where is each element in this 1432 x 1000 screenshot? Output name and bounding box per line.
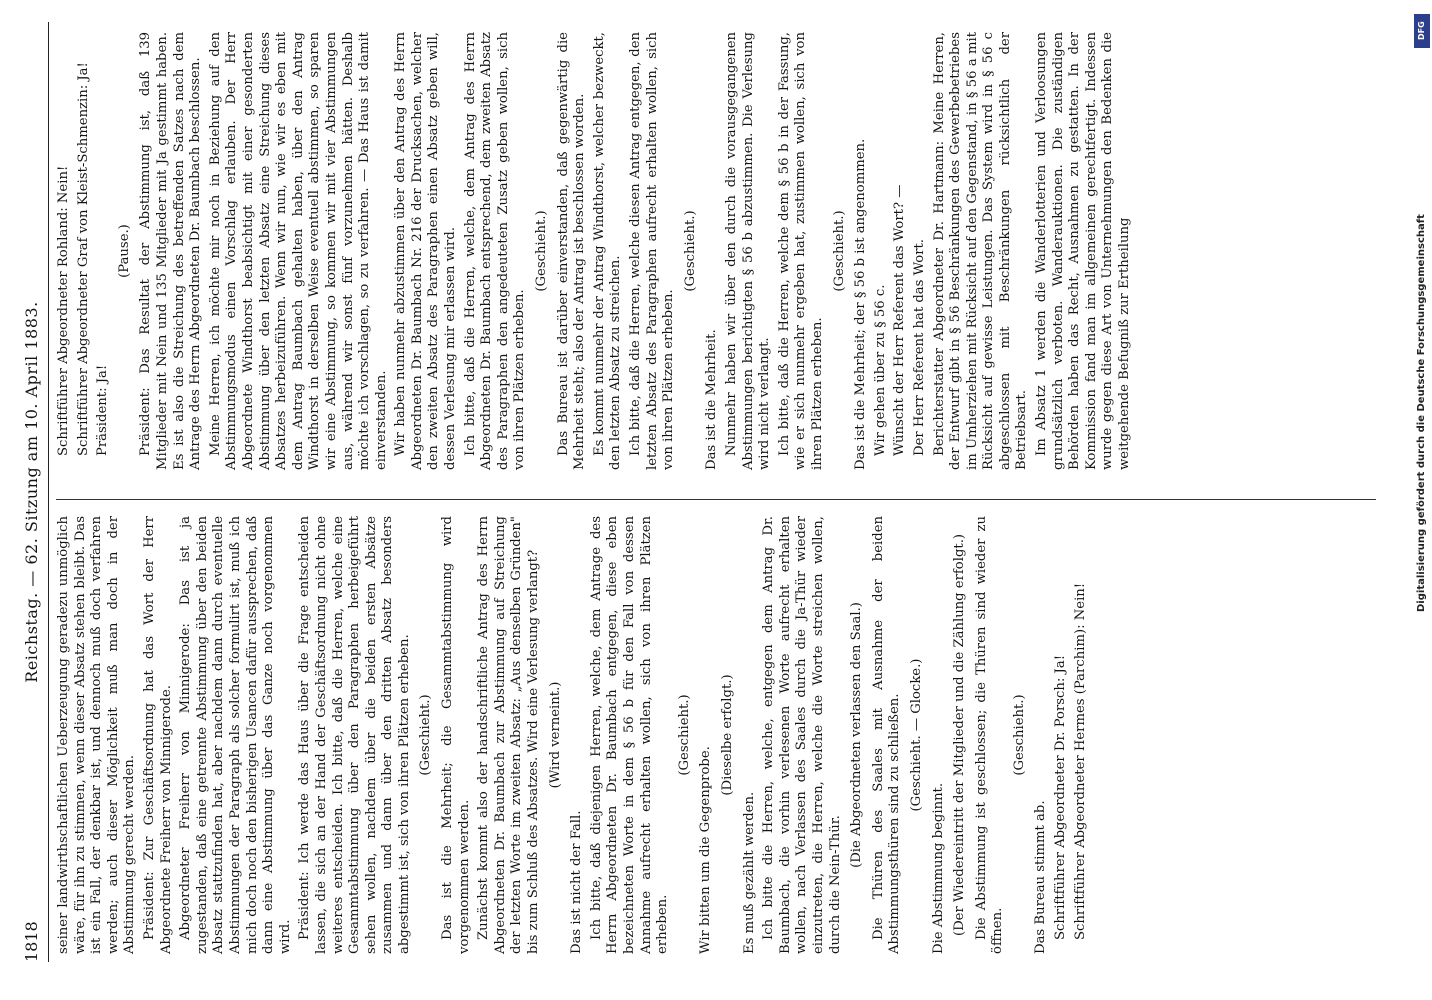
paragraph: Nunmehr haben wir über den durch die vorausgegangenen Abstimmungen berichtigten § 56 b abzustimmen. Die Verlesung wird nicht verlangt. — [723, 32, 773, 470]
paragraph: (Der Wiedereintritt der Mitglieder und die Zählung erfolgt.) — [952, 533, 968, 937]
paragraph: Schriftführer Abgeordneter Dr. Porsch: Ja! — [1053, 654, 1069, 940]
paragraph: (Geschieht.) — [682, 210, 698, 292]
paragraph: (Geschieht.) — [831, 210, 847, 292]
paragraph: (Dieselbe erfolgt.) — [719, 674, 735, 796]
left-column — [56, 516, 1386, 954]
funding-sidebar — [1412, 8, 1432, 998]
paragraph: Das ist die Mehrheit. — [704, 329, 720, 470]
page-title: Reichstag. — 62. Sitzung am 10. April 1883. — [22, 301, 41, 683]
paragraph: Die Abstimmung beginnt. — [930, 782, 946, 954]
paragraph: Schriftführer Abgeordneter Hermes (Parchim): Nein! — [1072, 582, 1088, 940]
paragraph: Das Bureau ist darüber einverstanden, daß gegenwärtig die Mehrheit steht; also der Antrag ist beschlossen worden. — [555, 32, 588, 470]
paragraph: Präsident: Das Resultat der Abstimmung ist, daß 139 Mitglieder mit Nein und 135 Mitglieder mit Ja gestimmt haben. Es ist also die Streichung des betreffenden Satzes nach dem Antrage des Herrn Abgeordneten Dr. Baumbach beschlossen. — [138, 32, 204, 470]
paragraph: (Geschieht.) — [534, 210, 550, 292]
paragraph: Präsident: Zur Geschäftsordnung hat das Wort der Herr Abgeordnete Freiherr von Minnigerode. — [141, 516, 174, 954]
paragraph: Die Abstimmung ist geschlossen; die Thüren sind wieder zu öffnen. — [973, 516, 1006, 954]
paragraph: (Pause.) — [116, 224, 132, 278]
paragraph: (Wird verneint.) — [547, 681, 563, 789]
paragraph: Präsident: Ja! — [95, 364, 111, 456]
paragraph: Es kommt nunmehr der Antrag Windthorst, welcher bezweckt, den letzten Absatz zu streichen. — [591, 32, 624, 470]
paragraph: Abgeordneter Freiherr von Minnigerode: Das ist ja zugestanden, daß eine getrennte Abstimmung über den beiden Absatz stattzufinden hat, aber nachdem dann durch eventuelle Abstimmungen der Paragraph als solcher formulirt ist, muß ich mich doch noch den bisherigen Usancen dafür aussprechen, daß dann eine Abstimmung über das Ganze noch vorgenommen wird. — [178, 516, 293, 954]
paragraph: Wünscht der Herr Referent das Wort? — — [892, 184, 908, 456]
paragraph: (Geschieht.) — [418, 694, 434, 776]
paragraph: (Geschieht. — Glocke.) — [908, 658, 924, 812]
paragraph: (Geschieht.) — [1011, 694, 1027, 776]
paragraph: Meine Herren, ich möchte mir noch in Beziehung auf den Abstimmungsmodus einen Vorschlag erlauben. Der Herr Abgeordnete Windthorst beabsichtigt mit einer gesonderten Abstimmung über den letzten Absatz eine Streichung dieses Absatzes herbeizuführen. Wenn wir nun, wie wir es eben mit dem Antrag Baumbach gehalten haben, über den Antrag Windthorst in derselben Weise eventuell abstimmen, so sparen wir eine Abstimmung, so kommen wir mit vier Abstimmungen aus, während wir sonst fünf vorzunehmen hätten. Deshalb möchte ich vorschlagen, so zu verfahren. — Das Haus ist damit einverstanden. — [207, 32, 389, 470]
paragraph: Es muß gezählt werden. — [741, 791, 757, 954]
dfg-logo: DFG — [1414, 14, 1430, 48]
paragraph: (Die Abgeordneten verlassen den Saal.) — [849, 602, 865, 868]
paragraph: seiner landwirthschaftlichen Ueberzeugung geradezu unmöglich wäre, für ihn zu stimmen, wenn dieser Absatz stehen bleibt. Das ist ein Fall, der denkbar ist, und dennoch muß doch verfahren werden; auch dieser Möglichkeit muß man doch in der Abstimmung gerecht werden. — [56, 516, 138, 954]
paragraph: Wir gehen über zu § 56 c. — [872, 284, 888, 456]
paragraph: Die Thüren des Saales mit Ausnahme der beiden Abstimmungsthüren sind zu schließen. — [870, 516, 903, 954]
paragraph: Das ist die Mehrheit; der § 56 b ist angenommen. — [853, 138, 869, 470]
paragraph: Das ist nicht der Fall. — [569, 810, 585, 954]
paragraph: Ich bitte, daß die Herren, welche diesen Antrag entgegen, den letzten Absatz des Paragraphen aufrecht erhalten wollen, sich von ihren Plätzen erheben. — [628, 32, 677, 470]
paragraph: Wir bitten um die Gegenprobe. — [698, 746, 714, 954]
right-column — [56, 32, 1386, 470]
paragraph: Schriftführer Abgeordneter Graf von Kleist-Schmenzin: Ja! — [75, 62, 91, 456]
paragraph: Ich bitte, daß die Herren, welche, dem Antrag des Herrn Abgeordneten Dr. Baumbach entsprechend, dem zweiten Absatz des Paragraphen den angedeuteten Zusatz geben wollen, sich von ihren Plätzen erheben. — [462, 32, 528, 470]
paragraph: Der Herr Referent hat das Wort. — [911, 239, 927, 456]
paragraph: Ich bitte, daß diejenigen Herren, welche, dem Antrage des Herrn Abgeordneten Dr. Baumbach entgegen, diese eben bezeichneten Worte in dem § 56 b für den Fall von dessen Annahme aufrecht erhalten wollen, sich von ihren Plätzen erheben. — [588, 516, 671, 954]
paragraph: Wir haben nunmehr abzustimmen über den Antrag des Herrn Abgeordneten Dr. Baumbach Nr. 216 der Drucksachen, welcher den zweiten Absatz des Paragraphen einen Absatz geben will, dessen Verlesung mir erlassen wird. — [393, 32, 459, 470]
paragraph: Das ist die Mehrheit; die Gesammtabstimmung wird vorgenommen werden. — [440, 516, 472, 954]
page-number: 1818 — [22, 921, 41, 962]
paragraph: Ich bitte, daß die Herren, welche dem § 56 b in der Fassung, wie er sich nunmehr ergeben hat, zustimmen wollen, sich von ihren Plätzen erheben. — [776, 32, 825, 470]
paragraph: Berichterstatter Abgeordneter Dr. Hartmann: Meine Herren, der Entwurf gibt in § 56 Beschränkungen des Gewerbebetriebes im Umherziehen mit Rücksicht auf den Gegenstand, in § 56 a mit Rücksicht auf gewisse Leistungen. Das System wird in § 56 c abgeschlossen mit Beschränkungen rücksichtlich der Betriebsart. — [931, 32, 1030, 470]
paragraph: Im Absatz 1 werden die Wanderlotterien und Verloosungen grundsätzlich verboten. Wanderauktionen. Die zuständigen Behörden haben das Recht, Ausnahmen zu gestatten. In der Kommission fand man im allgemeinen gerechtfertigt. Indessen wurde gegen diese Art von Unternehmungen den Bedenken die weitgehende Befugniß zur Ertheilung — [1034, 32, 1133, 470]
funding-note: Digitalisierung gefördert durch die Deutsche Forschungsgemeinschaft — [1416, 214, 1427, 612]
paragraph: Schriftführer Abgeordneter Rohland: Nein! — [56, 165, 71, 456]
paragraph: Das Bureau stimmt ab. — [1033, 800, 1049, 954]
paragraph: (Geschieht.) — [676, 694, 692, 776]
paragraph: Zunächst kommt also der handschriftliche Antrag des Herrn Abgeordneten Dr. Baumbach zur Abstimmung auf Streichung der letzten Worte im zweiten Absatz: „Aus denselben Gründen" bis zum Schluß des Absatzes. Wird eine Verlesung verlangt? — [476, 516, 542, 954]
paragraph: Ich bitte die Herren, welche, entgegen dem Antrag Dr. Baumbach, die vorhin verlesenen Worte aufrecht erhalten wollen, nach Verlassen des Saales durch die Ja-Thür wieder einzutreten, die Herren, welche die Worte streichen wollen, durch die Nein-Thür. — [761, 516, 843, 954]
paragraph: Präsident: Ich werde das Haus über die Frage entscheiden lassen, die sich an der Hand der Geschäftsordnung nicht ohne weiteres entscheiden. Ich bitte, daß die Herren, welche eine Gesammtabstimmung über den Paragraphen herbeigeführt sehen wollen, nachdem über die beiden ersten Absätze zusammen und dann über den dritten Absatz besonders abgestimmt ist, sich von ihren Plätzen erheben. — [297, 516, 412, 954]
page-header — [18, 22, 49, 962]
column-divider — [56, 499, 1376, 500]
